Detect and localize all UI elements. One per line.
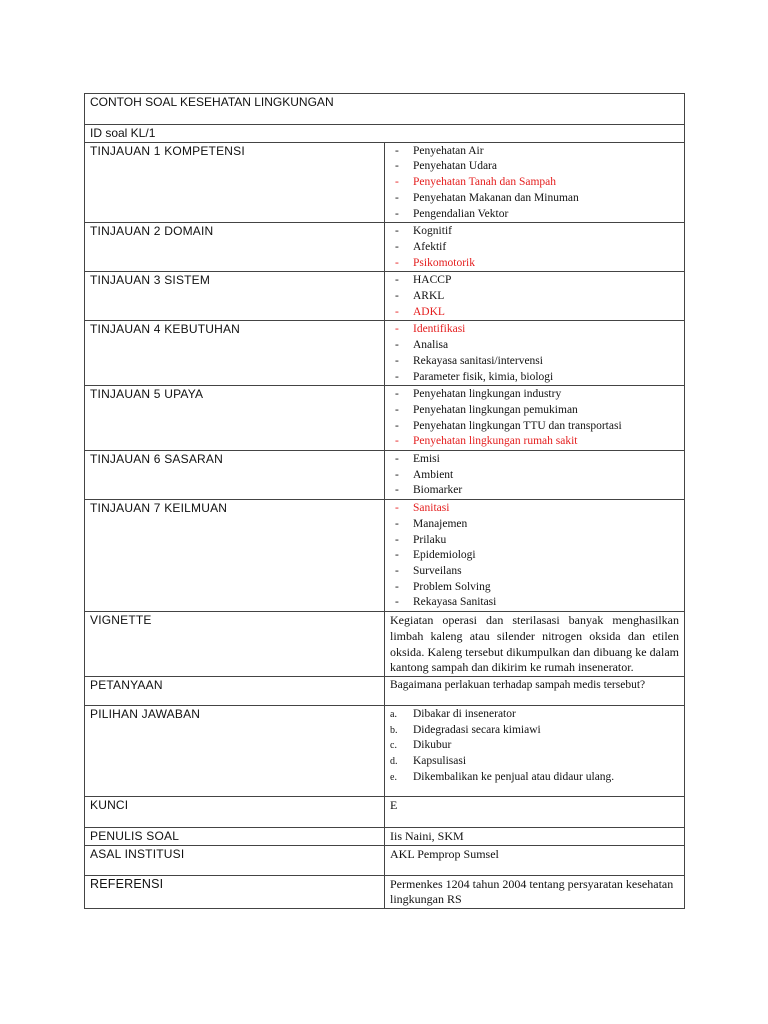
vignette-label: VIGNETTE <box>85 612 385 677</box>
dash-bullet: - <box>395 144 399 157</box>
pertanyaan-row <box>85 676 685 705</box>
list-item <box>390 224 679 240</box>
tinjauan-1-row <box>85 142 685 223</box>
dash-bullet: - <box>395 403 399 416</box>
penulis-row <box>85 827 685 845</box>
tinjauan-5-label: TINJAUAN 5 UPAYA <box>85 386 385 451</box>
list-item-text: Prilaku <box>413 533 447 546</box>
list-item <box>390 580 679 596</box>
list-item-text: Rekayasa sanitasi/intervensi <box>413 354 543 367</box>
tinjauan-7-list <box>390 501 679 611</box>
dash-bullet: - <box>395 339 399 352</box>
penulis-value: Iis Naini, SKM <box>385 827 685 845</box>
tinjauan-1-list <box>390 144 679 223</box>
tinjauan-6-list <box>390 452 679 499</box>
list-item <box>390 144 679 160</box>
tinjauan-4-content <box>385 321 685 386</box>
list-item <box>390 452 679 468</box>
dash-bullet: - <box>395 274 399 287</box>
dash-bullet: - <box>395 517 399 530</box>
dash-bullet: - <box>395 596 399 609</box>
option-letter: a. <box>390 708 397 720</box>
list-item-text: Psikomotorik <box>413 256 475 269</box>
dash-bullet: - <box>395 305 399 318</box>
asal-label: ASAL INSTITUSI <box>85 845 385 875</box>
tinjauan-6-row <box>85 451 685 500</box>
list-item <box>390 533 679 549</box>
list-item <box>390 191 679 207</box>
answer-option <box>390 770 679 786</box>
kunci-row <box>85 796 685 827</box>
dash-bullet: - <box>395 240 399 253</box>
asal-value: AKL Pemprop Sumsel <box>385 845 685 875</box>
list-item-text: Parameter fisik, kimia, biologi <box>413 370 554 383</box>
list-item <box>390 419 679 435</box>
tinjauan-3-label: TINJAUAN 3 SISTEM <box>85 272 385 321</box>
list-item-text: Rekayasa Sanitasi <box>413 596 497 609</box>
list-item-text: Penyehatan lingkungan pemukiman <box>413 403 578 416</box>
list-item-text: Afektif <box>413 240 447 253</box>
list-item <box>390 159 679 175</box>
list-item <box>390 175 679 191</box>
option-text: Dibakar di insenerator <box>413 707 516 720</box>
list-item <box>390 501 679 517</box>
title-row <box>85 94 685 125</box>
dash-bullet: - <box>395 207 399 220</box>
list-item-text: Penyehatan lingkungan TTU dan transportasi <box>413 419 622 432</box>
tinjauan-7-content <box>385 500 685 612</box>
pilihan-row <box>85 705 685 796</box>
tinjauan-5-content <box>385 386 685 451</box>
list-item-text: Emisi <box>413 453 440 466</box>
list-item <box>390 354 679 370</box>
dash-bullet: - <box>395 564 399 577</box>
referensi-label: REFERENSI <box>85 875 385 908</box>
list-item-text: Surveilans <box>413 564 462 577</box>
list-item <box>390 207 679 223</box>
answer-options <box>390 707 679 786</box>
dash-bullet: - <box>395 225 399 238</box>
tinjauan-3-content <box>385 272 685 321</box>
dash-bullet: - <box>395 468 399 481</box>
dash-bullet: - <box>395 502 399 515</box>
list-item <box>390 322 679 338</box>
dash-bullet: - <box>395 323 399 336</box>
dash-bullet: - <box>395 160 399 173</box>
dash-bullet: - <box>395 354 399 367</box>
dash-bullet: - <box>395 256 399 269</box>
option-text: Didegradasi secara kimiawi <box>413 723 541 736</box>
option-letter: e. <box>390 771 397 783</box>
list-item-text: Pengendalian Vektor <box>413 207 509 220</box>
list-item <box>390 387 679 403</box>
tinjauan-3-list <box>390 273 679 320</box>
tinjauan-4-label: TINJAUAN 4 KEBUTUHAN <box>85 321 385 386</box>
dash-bullet: - <box>395 176 399 189</box>
dash-bullet: - <box>395 484 399 497</box>
list-item <box>390 468 679 484</box>
list-item <box>390 517 679 533</box>
list-item-text: Penyehatan Udara <box>413 160 497 173</box>
kunci-value: E <box>385 796 685 827</box>
dash-bullet: - <box>395 533 399 546</box>
list-item-text: Identifikasi <box>413 323 466 336</box>
tinjauan-5-list <box>390 387 679 450</box>
dash-bullet: - <box>395 453 399 466</box>
list-item <box>390 434 679 450</box>
list-item <box>390 240 679 256</box>
pertanyaan-label: PETANYAAN <box>85 676 385 705</box>
answer-option <box>390 754 679 770</box>
pertanyaan-text: Bagaimana perlakuan terhadap sampah medis tersebut? <box>385 676 685 705</box>
kunci-label: KUNCI <box>85 796 385 827</box>
answer-option <box>390 738 679 754</box>
referensi-row <box>85 875 685 908</box>
list-item <box>390 403 679 419</box>
tinjauan-1-label: TINJAUAN 1 KOMPETENSI <box>85 142 385 223</box>
list-item <box>390 595 679 611</box>
vignette-text: Kegiatan operasi dan sterilasasi banyak menghasilkan limbah kaleng atau silender nitrogen oksida dan etilen oksida. Kaleng tersebut dikumpulkan dan dibuang ke dalam kantong sampah dan dikirim ke rumah insenerator. <box>385 612 685 677</box>
dash-bullet: - <box>395 435 399 448</box>
list-item-text: Penyehatan Tanah dan Sampah <box>413 176 557 189</box>
list-item <box>390 338 679 354</box>
list-item <box>390 548 679 564</box>
list-item <box>390 256 679 272</box>
list-item-text: Biomarker <box>413 484 463 497</box>
option-text: Dikembalikan ke penjual atau didaur ulang. <box>413 770 615 783</box>
dash-bullet: - <box>395 191 399 204</box>
tinjauan-6-label: TINJAUAN 6 SASARAN <box>85 451 385 500</box>
list-item-text: Penyehatan Makanan dan Minuman <box>413 191 579 204</box>
penulis-label: PENULIS SOAL <box>85 827 385 845</box>
option-letter: c. <box>390 740 397 752</box>
list-item-text: Epidemiologi <box>413 549 476 562</box>
list-item-text: ADKL <box>413 305 445 318</box>
question-card-table <box>84 93 685 909</box>
tinjauan-1-content <box>385 142 685 223</box>
tinjauan-2-label: TINJAUAN 2 DOMAIN <box>85 223 385 272</box>
option-text: Dikubur <box>413 739 452 752</box>
dash-bullet: - <box>395 290 399 303</box>
vignette-row <box>85 612 685 677</box>
tinjauan-3-row <box>85 272 685 321</box>
dash-bullet: - <box>395 370 399 383</box>
list-item-text: Sanitasi <box>413 502 450 515</box>
option-letter: b. <box>390 724 398 736</box>
list-item-text: Penyehatan Air <box>413 144 484 157</box>
list-item <box>390 289 679 305</box>
id-soal: ID soal KL/1 <box>85 125 685 143</box>
list-item-text: Problem Solving <box>413 580 491 593</box>
page-title: CONTOH SOAL KESEHATAN LINGKUNGAN <box>85 94 685 125</box>
dash-bullet: - <box>395 388 399 401</box>
asal-row <box>85 845 685 875</box>
list-item <box>390 564 679 580</box>
dash-bullet: - <box>395 419 399 432</box>
referensi-value: Permenkes 1204 tahun 2004 tentang persyaratan kesehatan lingkungan RS <box>385 875 685 908</box>
list-item-text: Manajemen <box>413 517 468 530</box>
dash-bullet: - <box>395 549 399 562</box>
tinjauan-7-row <box>85 500 685 612</box>
list-item-text: Penyehatan lingkungan rumah sakit <box>413 435 578 448</box>
list-item <box>390 483 679 499</box>
list-item-text: Kognitif <box>413 225 452 238</box>
tinjauan-2-list <box>390 224 679 271</box>
tinjauan-5-row <box>85 386 685 451</box>
pilihan-content <box>385 705 685 796</box>
tinjauan-4-list <box>390 322 679 385</box>
tinjauan-7-label: TINJAUAN 7 KEILMUAN <box>85 500 385 612</box>
dash-bullet: - <box>395 580 399 593</box>
option-letter: d. <box>390 756 398 768</box>
answer-option <box>390 707 679 723</box>
list-item <box>390 305 679 321</box>
list-item <box>390 370 679 386</box>
option-text: Kapsulisasi <box>413 755 467 768</box>
tinjauan-2-content <box>385 223 685 272</box>
list-item-text: ARKL <box>413 290 445 303</box>
list-item <box>390 273 679 289</box>
tinjauan-2-row <box>85 223 685 272</box>
list-item-text: HACCP <box>413 274 452 287</box>
id-row <box>85 125 685 143</box>
list-item-text: Penyehatan lingkungan industry <box>413 388 562 401</box>
list-item-text: Ambient <box>413 468 454 481</box>
tinjauan-4-row <box>85 321 685 386</box>
tinjauan-6-content <box>385 451 685 500</box>
pilihan-label: PILIHAN JAWABAN <box>85 705 385 796</box>
list-item-text: Analisa <box>413 339 449 352</box>
answer-option <box>390 723 679 739</box>
